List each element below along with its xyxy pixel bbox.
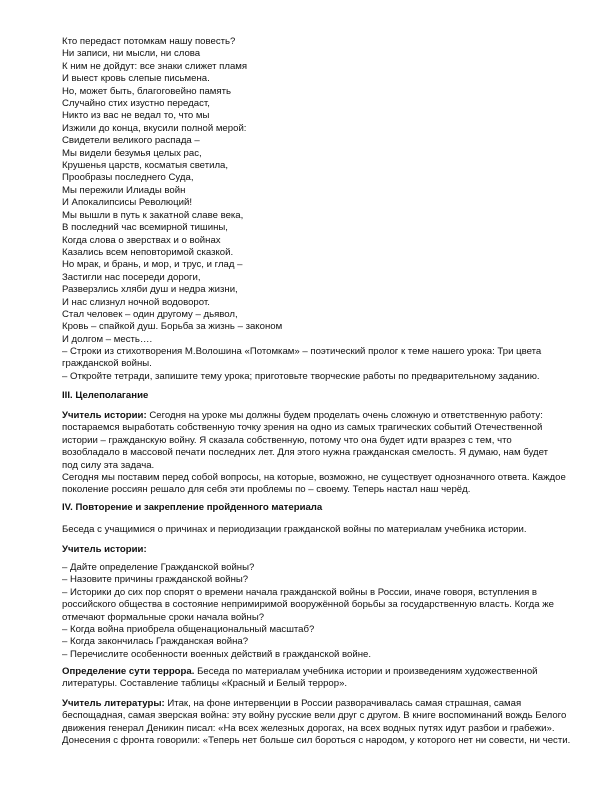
- questions-list: [62, 562, 582, 661]
- poem-line: Казались всем неповторимой сказкой.: [62, 246, 234, 258]
- paragraph-line: движения генерал Деникин писал: «На всех железных дорогах, на всех водных путях идут разбои и грабежи».: [62, 722, 555, 734]
- poem-line: Кто передаст потомкам нашу повесть?: [62, 36, 236, 47]
- paragraph-line: Беседа по материалам учебника истории и произведениям художественной: [194, 666, 538, 677]
- poem-line: Мы пережили Илиады войн: [62, 184, 186, 196]
- poem-line: Крушенья царств, косматыя светила,: [62, 160, 229, 172]
- poem-line: Но, может быть, благоговейно память: [62, 85, 231, 97]
- paragraph-line: Сегодня мы поставим перед собой вопросы, на которые, возможно, не существует однозначного ответа. Каждое: [62, 472, 566, 484]
- speaker-label: Учитель истории:: [62, 544, 147, 555]
- poem-line: Мы вышли в путь к закатной славе века,: [62, 209, 244, 221]
- paragraph-line: литературы. Составление таблицы «Красный и Белый террор».: [62, 678, 348, 690]
- poem-line: И Апокалипсисы Революций!: [62, 197, 192, 209]
- paragraph-line: истории – гражданскую войну. Я сказала собственную, потому что она будет идти вразрез с тем, что: [62, 434, 512, 446]
- prologue-line: – Откройте тетради, запишите тему урока; приготовьте творческие работы по предварительному заданию.: [62, 370, 540, 382]
- section-3-body: [62, 410, 582, 497]
- speaker-label: Учитель литературы:: [62, 698, 165, 709]
- poem-line: И долгом – месть….: [62, 333, 153, 345]
- poem-line: Но мрак, и брань, и мор, и трус, и глад –: [62, 259, 243, 271]
- prologue-line: гражданской войны.: [62, 358, 152, 370]
- poem-line: Свидетели великого распада –: [62, 135, 200, 147]
- poem-line: Стал человек – один другому – дьявол,: [62, 308, 238, 320]
- section-4-intro: Беседа с учащимися о причинах и периодизации гражданской войны по материалам учебника истории.: [62, 524, 527, 535]
- paragraph-line: Итак, на фоне интервенции в России разворачивалась самая страшная, самая: [164, 698, 522, 709]
- question-item: – Дайте определение Гражданской войны?: [62, 562, 255, 573]
- poem-line: Прообразы последнего Суда,: [62, 172, 194, 184]
- paragraph-line: Сегодня на уроке мы должны будем проделать очень сложную и ответственную работу:: [146, 410, 543, 421]
- poem-line: Случайно стих изустно передаст,: [62, 98, 210, 110]
- question-item: российского общества в состояние непримиримой вооружённой борьбы за государственную власть. Когда же: [62, 599, 554, 611]
- question-item: – Назовите причины гражданской войны?: [62, 574, 249, 586]
- poem-line: Ни записи, ни мысли, ни слова: [62, 48, 201, 60]
- terror-title: Определение сути террора.: [62, 666, 195, 677]
- terror-paragraph: [62, 666, 582, 691]
- prologue-line: – Строки из стихотворения М.Волошина «Потомкам» – поэтический пролог к теме нашего урока: Три цвета: [62, 346, 542, 357]
- question-item: – Перечислите особенности военных действий в гражданской войне.: [62, 648, 372, 660]
- question-item: отмечают формальные сроки начала войны?: [62, 611, 265, 623]
- poem-line: И нас слизнул ночной водоворот.: [62, 296, 210, 308]
- paragraph-line: беспощадная, самая зверская война: эту войну русские вели друг с другом. В книге воспоминаний вождь Белого: [62, 710, 567, 722]
- poem-line: Разверзлись хляби душ и недра жизни,: [62, 284, 238, 296]
- poem: [62, 36, 582, 346]
- poem-line: И выест кровь слепые письмена.: [62, 73, 210, 85]
- section-4-heading: IV. Повторение и закрепление пройденного материала: [62, 502, 323, 513]
- poem-line: Кровь – спайкой душ. Борьба за жизнь – законом: [62, 321, 283, 333]
- poem-line: Никто из вас не ведал то, что мы: [62, 110, 210, 122]
- poem-line: Застигли нас посереди дороги,: [62, 271, 201, 283]
- question-item: – Когда война приобрела общенациональный масштаб?: [62, 624, 315, 636]
- question-item: – Когда закончилась Гражданская война?: [62, 636, 249, 648]
- poem-line: К ним не дойдут: все знаки слижет пламя: [62, 60, 248, 72]
- question-item: – Историки до сих пор спорят о времени начала гражданской войны в России, иначе говоря, вступления в: [62, 586, 538, 598]
- paragraph-line: Донесения с фронта говорили: «Теперь нет больше сил бороться с народом, у которого нет ни совести, ни чести.: [62, 735, 571, 747]
- paragraph-line: постараемся выработать собственную точку зрения на одно из самых трагических событий Отечественной: [62, 422, 543, 434]
- paragraph-line: поколение россиян решало для себя эти проблемы по – своему. Теперь настал наш черёд.: [62, 484, 471, 496]
- poem-line: Когда слова о зверствах и о войнах: [62, 234, 221, 246]
- section-3-heading: III. Целеполагание: [62, 390, 149, 401]
- speaker-label: Учитель истории:: [62, 410, 147, 421]
- poem-line: В последний час всемирной тишины,: [62, 222, 228, 234]
- paragraph-line: возобладало в массовой печати последних лет. Для этого нужна гражданская смелость. Я думаю, нам будет: [62, 447, 549, 459]
- literature-paragraph: [62, 698, 582, 748]
- poem-line: Мы видели безумья целых рас,: [62, 147, 202, 159]
- prologue: [62, 346, 582, 383]
- paragraph-line: под силу эта задача.: [62, 459, 155, 471]
- poem-line: Изжили до конца, вкусили полной мерой:: [62, 122, 247, 134]
